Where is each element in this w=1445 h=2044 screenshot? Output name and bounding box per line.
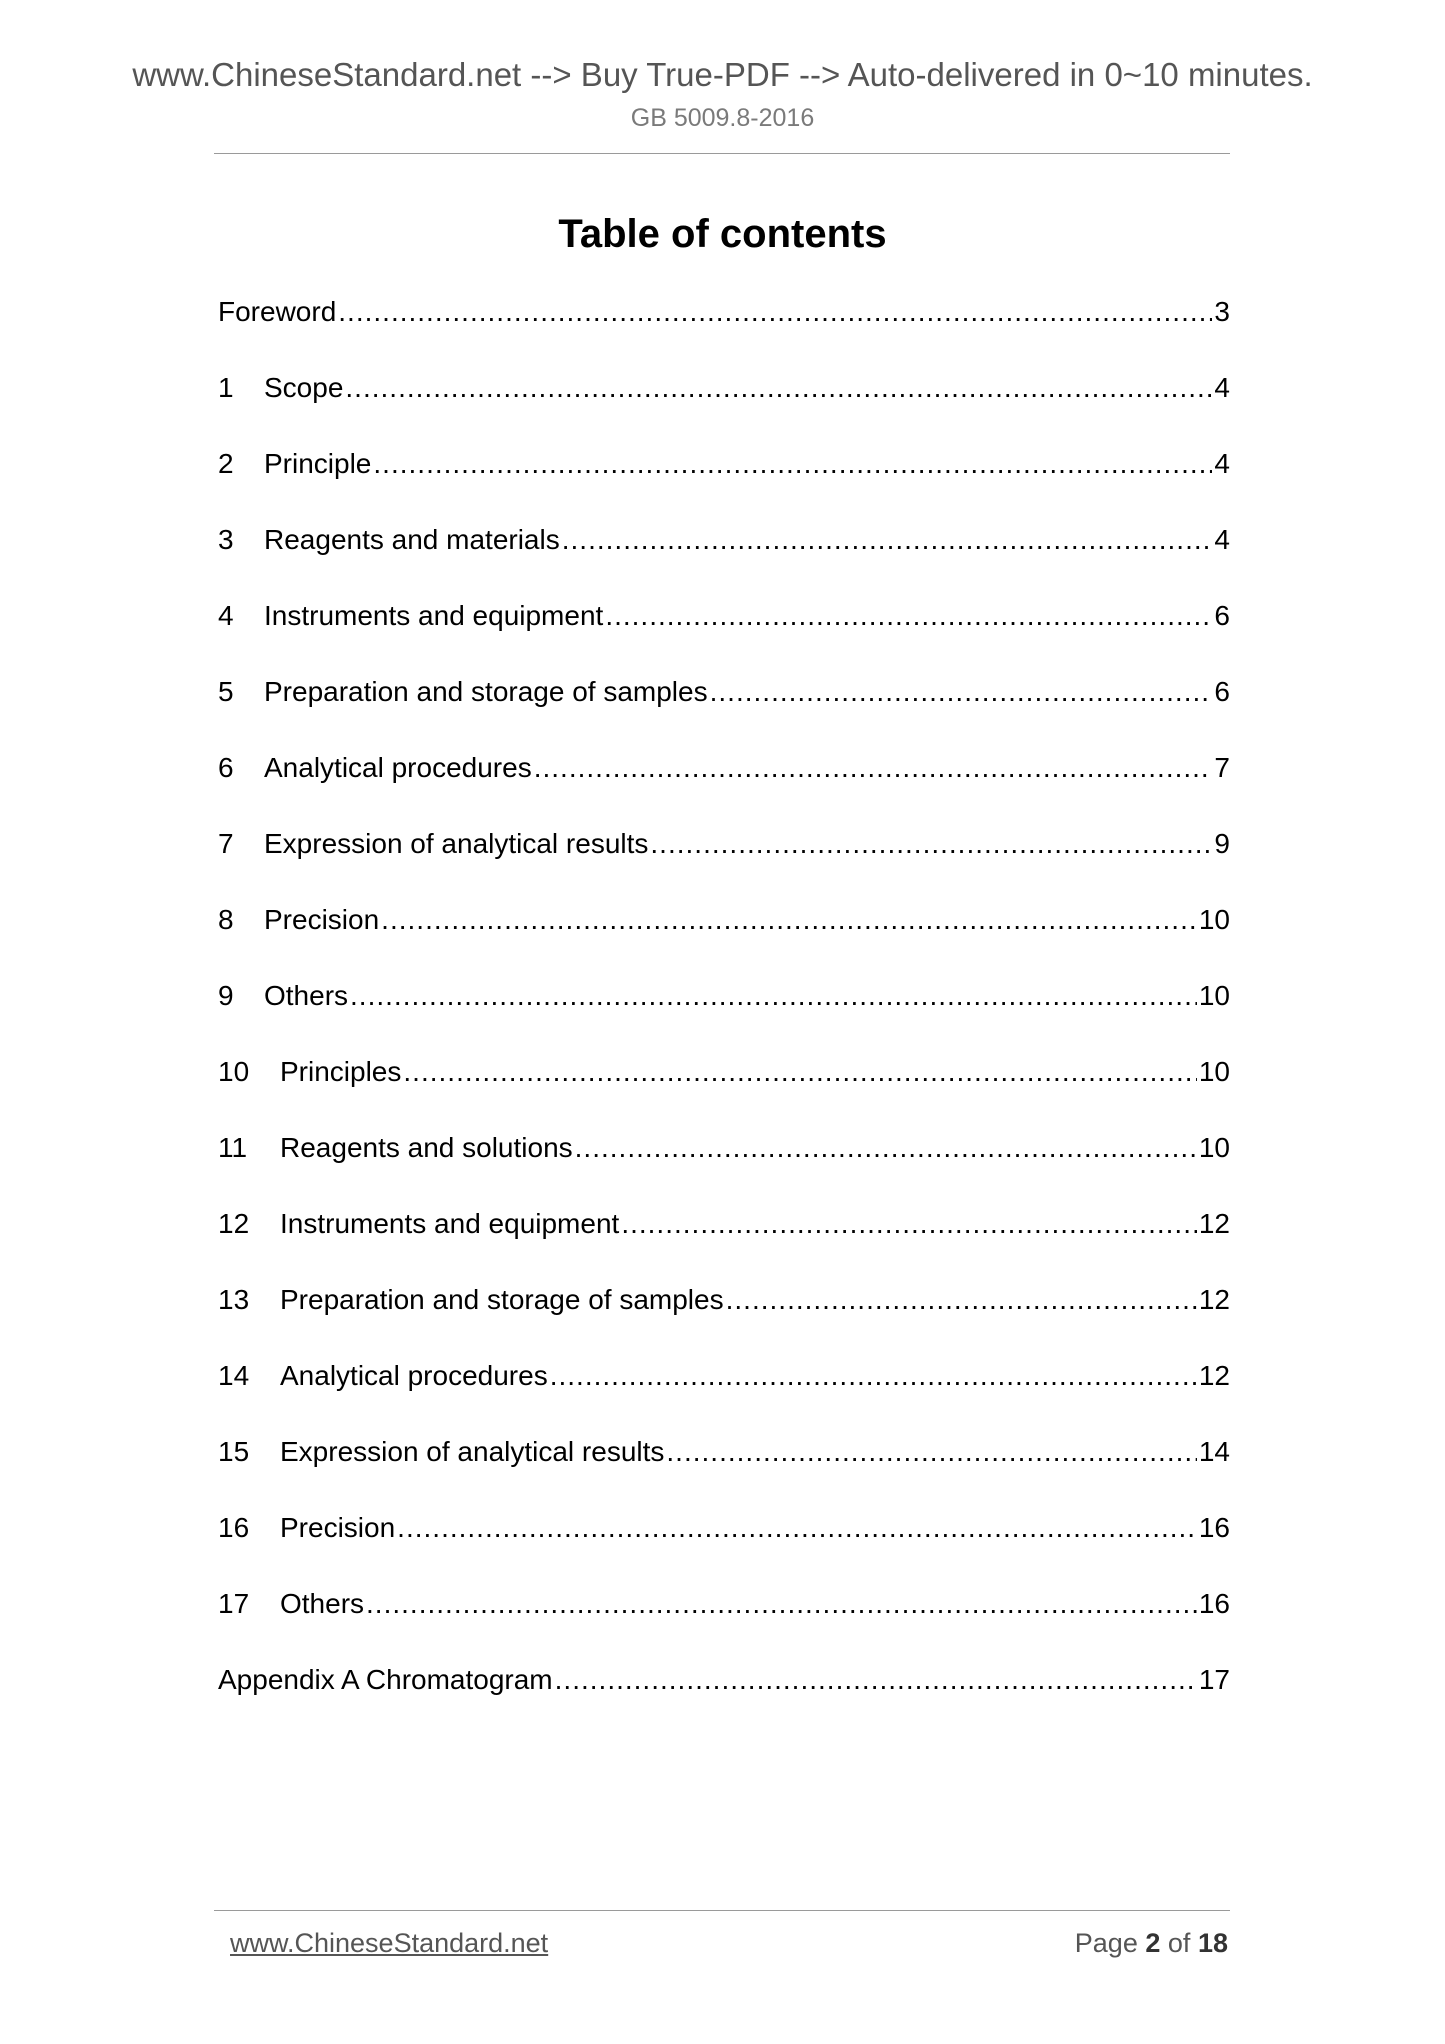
toc-entry-page: 3	[1214, 296, 1230, 327]
toc-entry-label: Preparation and storage of samples	[264, 676, 708, 707]
toc-entry-page: 16	[1198, 1512, 1230, 1543]
toc-entry-label: Foreword	[218, 296, 337, 327]
toc-leader-dots	[397, 1506, 1197, 1550]
toc-leader-dots	[381, 898, 1197, 942]
toc-entry-number: 15	[218, 1436, 250, 1467]
toc-leader-dots	[555, 1658, 1197, 1702]
toc-entry-label: Precision	[264, 904, 380, 935]
toc-entry-label: Preparation and storage of samples	[280, 1284, 724, 1315]
page-prefix: Page	[1074, 1928, 1138, 1958]
toc-entry-3[interactable]	[218, 518, 1230, 594]
toc-leader-dots	[605, 594, 1212, 638]
toc-leader-dots	[366, 1582, 1197, 1626]
toc-entry-16[interactable]	[218, 1506, 1230, 1582]
toc-entry-label: Instruments and equipment	[280, 1208, 620, 1239]
toc-entry-9[interactable]	[218, 974, 1230, 1050]
toc-entry-number: 3	[218, 524, 234, 555]
toc-entry-page: 17	[1198, 1664, 1230, 1695]
toc-entry-number: 10	[218, 1056, 250, 1087]
toc-entry-15[interactable]	[218, 1430, 1230, 1506]
toc-entry-7[interactable]	[218, 822, 1230, 898]
toc-entry-page: 4	[1214, 524, 1230, 555]
toc-entry-number: 8	[218, 904, 234, 935]
toc-entry-page: 4	[1214, 448, 1230, 479]
toc-entry-page: 6	[1214, 600, 1230, 631]
page-of: of	[1167, 1928, 1191, 1958]
toc-entry-page: 4	[1214, 372, 1230, 403]
toc-entry-label: Principle	[264, 448, 372, 479]
toc-entry-page: 9	[1214, 828, 1230, 859]
toc-entry-4[interactable]	[218, 594, 1230, 670]
toc-entry-number: 13	[218, 1284, 250, 1315]
toc-entry-10[interactable]	[218, 1050, 1230, 1126]
toc-entry-label: Appendix A Chromatogram	[218, 1664, 553, 1695]
toc-entry-page: 16	[1198, 1588, 1230, 1619]
toc-entry-label: Scope	[264, 372, 344, 403]
toc-entry-11[interactable]	[218, 1126, 1230, 1202]
page-total: 18	[1197, 1928, 1228, 1958]
toc-entry-page: 10	[1198, 1056, 1230, 1087]
toc-leader-dots	[562, 518, 1213, 562]
toc-entry-number: 6	[218, 752, 234, 783]
toc-leader-dots	[621, 1202, 1197, 1246]
toc-entry-page: 12	[1198, 1208, 1230, 1239]
toc-entry-number: 17	[218, 1588, 250, 1619]
toc-entry-page: 14	[1198, 1436, 1230, 1467]
toc-entry-17[interactable]	[218, 1582, 1230, 1658]
toc-entry-number: 1	[218, 372, 234, 403]
toc-entry-page: 7	[1214, 752, 1230, 783]
toc-entry-label: Expression of analytical results	[264, 828, 649, 859]
toc-entry-14[interactable]	[218, 1354, 1230, 1430]
toc-entry-12[interactable]	[218, 1202, 1230, 1278]
footer-divider	[214, 1910, 1230, 1911]
toc-leader-dots	[726, 1278, 1197, 1322]
toc-leader-dots	[373, 442, 1212, 486]
toc-entry-foreword[interactable]	[218, 290, 1230, 366]
toc-entry-number: 9	[218, 980, 234, 1011]
toc-title: Table of contents	[558, 212, 887, 256]
toc-entry-8[interactable]	[218, 898, 1230, 974]
site-banner: www.ChineseStandard.net --> Buy True-PDF --> Auto-delivered in 0~10 minutes.	[132, 56, 1313, 93]
toc-entry-label: Reagents and materials	[264, 524, 560, 555]
toc-entry-5[interactable]	[218, 670, 1230, 746]
toc-entry-label: Others	[264, 980, 349, 1011]
toc-leader-dots	[710, 670, 1213, 714]
toc-entry-label: Instruments and equipment	[264, 600, 604, 631]
toc-entry-label: Others	[280, 1588, 365, 1619]
toc-entry-2[interactable]	[218, 442, 1230, 518]
toc-entry-number: 12	[218, 1208, 250, 1239]
footer-site-link[interactable]: www.ChineseStandard.net	[230, 1928, 549, 1958]
toc-entry-label: Analytical procedures	[280, 1360, 548, 1391]
toc-entry-13[interactable]	[218, 1278, 1230, 1354]
toc-entry-label: Expression of analytical results	[280, 1436, 665, 1467]
toc-leader-dots	[338, 290, 1212, 334]
toc-entry-label: Precision	[280, 1512, 396, 1543]
toc-leader-dots	[403, 1050, 1196, 1094]
toc-entry-page: 10	[1198, 1132, 1230, 1163]
toc-entry-page: 12	[1198, 1360, 1230, 1391]
toc-entry-page: 10	[1198, 904, 1230, 935]
toc-leader-dots	[650, 822, 1212, 866]
toc-leader-dots	[575, 1126, 1197, 1170]
toc-entry-number: 7	[218, 828, 234, 859]
toc-leader-dots	[534, 746, 1213, 790]
toc-leader-dots	[350, 974, 1197, 1018]
toc-entry-page: 12	[1198, 1284, 1230, 1315]
toc-leader-dots	[666, 1430, 1196, 1474]
toc-entry-number: 2	[218, 448, 234, 479]
toc-entry-label: Analytical procedures	[264, 752, 532, 783]
toc-leader-dots	[550, 1354, 1197, 1398]
toc-entry-label: Principles	[280, 1056, 402, 1087]
toc-entry-number: 14	[218, 1360, 250, 1391]
toc-entry-number: 5	[218, 676, 234, 707]
toc-entry-number: 11	[218, 1132, 248, 1163]
toc-entry-number: 4	[218, 600, 234, 631]
standard-code: GB 5009.8-2016	[630, 104, 815, 132]
toc-entry-6[interactable]	[218, 746, 1230, 822]
toc-entry-1[interactable]	[218, 366, 1230, 442]
page-indicator	[1075, 1928, 1228, 1959]
header-divider	[214, 153, 1230, 154]
toc-entry-appendix-a[interactable]	[218, 1658, 1230, 1734]
toc-list	[218, 290, 1230, 1734]
page-current: 2	[1145, 1928, 1161, 1958]
toc-entry-label: Reagents and solutions	[280, 1132, 573, 1163]
toc-entry-number: 16	[218, 1512, 250, 1543]
toc-entry-page: 10	[1198, 980, 1230, 1011]
toc-entry-page: 6	[1214, 676, 1230, 707]
toc-leader-dots	[345, 366, 1212, 410]
